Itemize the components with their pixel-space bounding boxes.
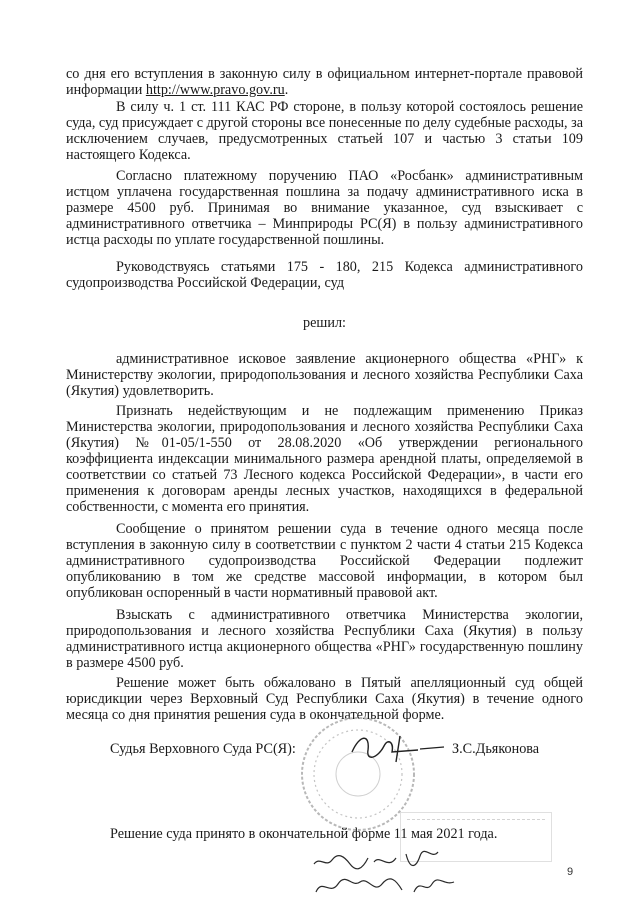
paragraph-court-costs: В силу ч. 1 ст. 111 КАС РФ стороне, в пользу которой состоялось решение суда, суд присуждает с другой стороны все понесенные по делу судебные расходы, за исключением случаев, предусмотренных статьей 107 и частью 3 статьи 109 настоящего Кодекса. [66, 99, 583, 163]
paragraph-claim-satisfied: административное исковое заявление акционерного общества «РНГ» к Министерству экологии, природопользования и лесного хозяйства Республики Саха (Якутия) удовлетворить. [66, 351, 583, 399]
paragraph-end: . [284, 82, 289, 98]
paragraph-text: со дня его вступления в законную силу в официальном интернет-портале правовой информации [66, 66, 583, 98]
judge-title: Судья Верховного Суда РС(Я): [110, 741, 296, 757]
paragraph-appeal: Решение может быть обжаловано в Пятый апелляционный суд общей юрисдикции через Верховный Суд Республики Саха (Якутия) в течение одного месяца со дня принятия решения суда в окончательной форме. [66, 675, 583, 723]
paragraph-guided-by: Руководствуясь статьями 175 - 180, 215 Кодекса административного судопроизводства Российской Федерации, суд [66, 259, 583, 291]
handwritten-note [310, 848, 460, 908]
paragraph-recover-duty: Взыскать с административного ответчика Министерства экологии, природопользования и лесного хозяйства Республики Саха (Якутия) в пользу административного истца акционерного общества «РНГ» государственную пошлину в размере 4500 руб. [66, 607, 583, 671]
paragraph-publication [66, 66, 583, 98]
judge-signature [348, 728, 448, 773]
paragraph-state-duty: Согласно платежному поручению ПАО «Росбанк» административным истцом уплачена государственная пошлина за подачу административного иска в размере 4500 руб. Принимая во внимание указанное, суд взыскивает с административного ответчика – Минприроды РС(Я) в пользу административного истца расходы по уплате государственной пошлины. [66, 168, 583, 248]
page-number: 9 [567, 866, 574, 878]
paragraph-publication-notice: Сообщение о принятом решении суда в течение одного месяца после вступления в законную силу в соответствии с пунктом 2 части 4 статьи 215 Кодекса административного судопроизводства Российской Федерации подлежит опубликованию в том же средстве массовой информации, в котором был опубликован оспоренный в части нормативный правовой акт. [66, 521, 583, 601]
final-form-note: Решение суда принято в окончательной форме 11 мая 2021 года. [110, 826, 498, 842]
decision-heading: решил: [303, 315, 346, 331]
pravo-gov-link[interactable]: http://www.pravo.gov.ru [145, 82, 285, 98]
judge-name: З.С.Дьяконова [452, 741, 540, 757]
paragraph-invalidate-order: Признать недействующим и не подлежащим применению Приказ Министерства экологии, природопользования и лесного хозяйства Республики Саха (Якутия) №01-05/1-550 от 28.08.2020 «Об утверждении регионального коэффициента индексации минимального размера арендной платы, определяемой в соответствии со статьей 73 Лесного кодекса Российской Федерации», в части его применения к договорам аренды лесных участков, находящихся в федеральной собственности, с момента его принятия. [66, 403, 583, 515]
